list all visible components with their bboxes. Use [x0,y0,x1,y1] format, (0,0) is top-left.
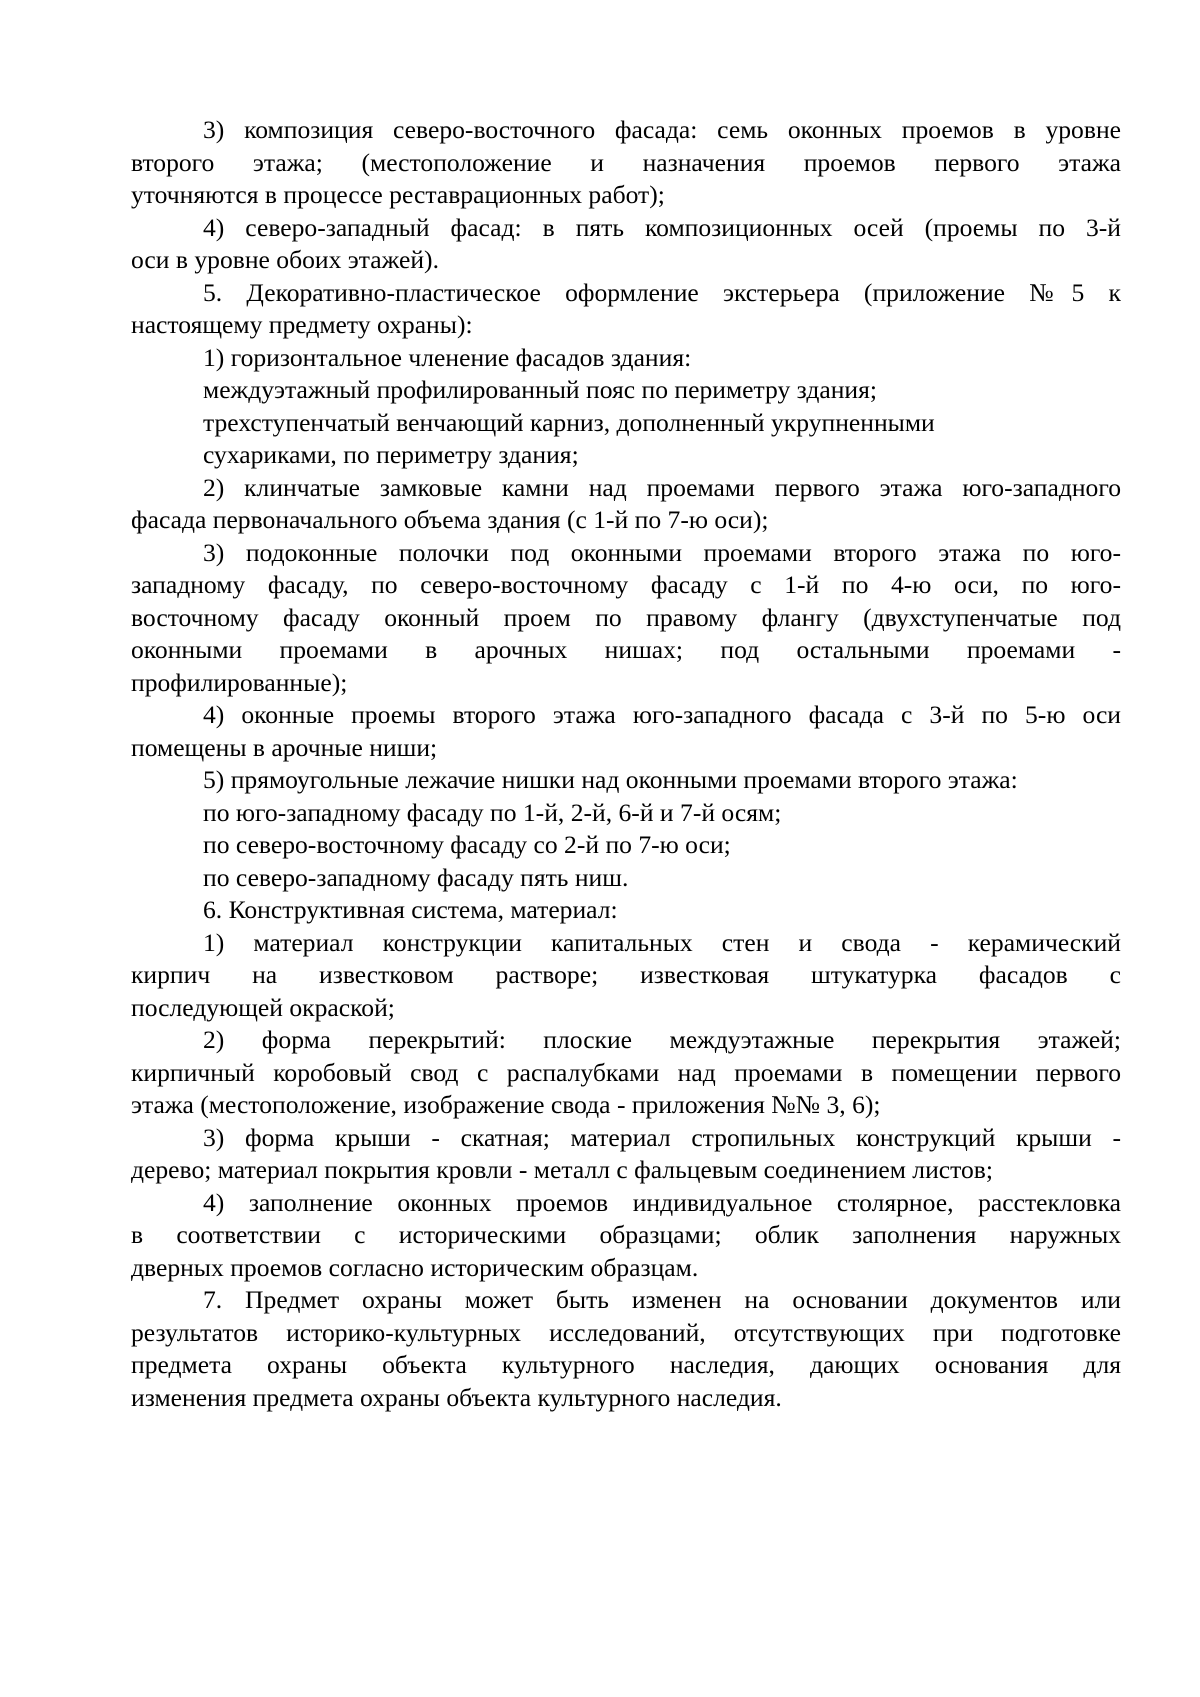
document-body [131,114,1121,1414]
text-line: 5. Декоративно-пластическое оформление экстерьера (приложение №5 к [203,277,1121,307]
text-line: настоящему предмету охраны): [131,310,473,339]
text-line: по северо-восточному фасаду со 2-й по 7-ю оси; [203,830,731,859]
text-line: 4) заполнение оконных проемов индивидуальное столярное, расстекловка [203,1187,1121,1217]
text-line: по юго-западному фасаду по 1-й, 2-й, 6-й и 7-й осям; [203,797,782,827]
text-line: трехступенчатый венчающий карниз, дополненный укрупненными [203,407,935,437]
text-line: 3) композиция северо-восточного фасада: семь оконных проемов в уровне [203,115,1121,144]
text-line: 5) прямоугольные лежачие нишки над оконными проемами второго этажа: [203,765,1018,794]
text-line: западному фасаду, по северо-восточному фасаду с 1-й по 4-ю оси, по юго- [131,570,1121,599]
text-line: помещены в арочные ниши; [131,732,438,762]
text-line: дверных проемов согласно историческим образцам. [131,1252,699,1282]
text-line: профилированные); [131,667,348,697]
text-line: этажа (местоположение, изображение свода - приложения №№ 3, 6); [131,1090,881,1119]
text-line: 3) подоконные полочки под оконными проемами второго этажа по юго- [203,537,1121,567]
text-line: 1) горизонтальное членение фасадов здания: [203,342,692,372]
text-line: 4) северо-западный фасад: в пять композиционных осей (проемы по 3-й [203,212,1121,242]
text-line: последующей окраской; [131,992,395,1022]
text-line: восточному фасаду оконный проем по правому флангу (двухступенчатые под [131,602,1121,632]
text-line: 1) материал конструкции капитальных стен и свода - керамический [203,927,1121,957]
text-line: 3) форма крыши - скатная; материал стропильных конструкций крыши - [203,1122,1121,1152]
text-line: дерево; материал покрытия кровли - металл с фальцевым соединением листов; [131,1155,993,1184]
text-line: 2) форма перекрытий: плоские междуэтажные перекрытия этажей; [203,1025,1121,1054]
text-line: фасада первоначального объема здания (с 1-й по 7-ю оси); [131,505,769,534]
text-line: междуэтажный профилированный пояс по периметру здания; [203,375,877,404]
text-line: 6. Конструктивная система, материал: [203,895,618,924]
text-line: второго этажа; (местоположение и назначения проемов первого этажа [131,147,1121,177]
text-line: 4) оконные проемы второго этажа юго-западного фасада с 3-й по 5-ю оси [203,700,1121,729]
text-line: по северо-западному фасаду пять ниш. [203,862,629,892]
text-line: предмета охраны объекта культурного наследия, дающих основания для [131,1350,1121,1379]
text-line: оси в уровне обоих этажей). [131,245,439,274]
text-line: оконными проемами в арочных нишах; под остальными проемами - [131,635,1121,664]
text-line: результатов историко-культурных исследований, отсутствующих при подготовке [131,1317,1121,1347]
text-line: в соответствии с историческими образцами; облик заполнения наружных [131,1220,1121,1249]
text-line: уточняются в процессе реставрационных работ); [131,180,665,209]
text-line: 7. Предмет охраны может быть изменен на основании документов или [203,1285,1121,1314]
text-line: кирпичный коробовый свод с распалубками над проемами в помещении первого [131,1057,1121,1087]
text-line: сухариками, по периметру здания; [203,440,579,469]
text-line: кирпич на известковом растворе; известковая штукатурка фасадов с [131,960,1121,989]
text-line: изменения предмета охраны объекта культурного наследия. [131,1382,782,1412]
text-line: 2) клинчатые замковые камни над проемами первого этажа юго-западного [203,472,1121,502]
